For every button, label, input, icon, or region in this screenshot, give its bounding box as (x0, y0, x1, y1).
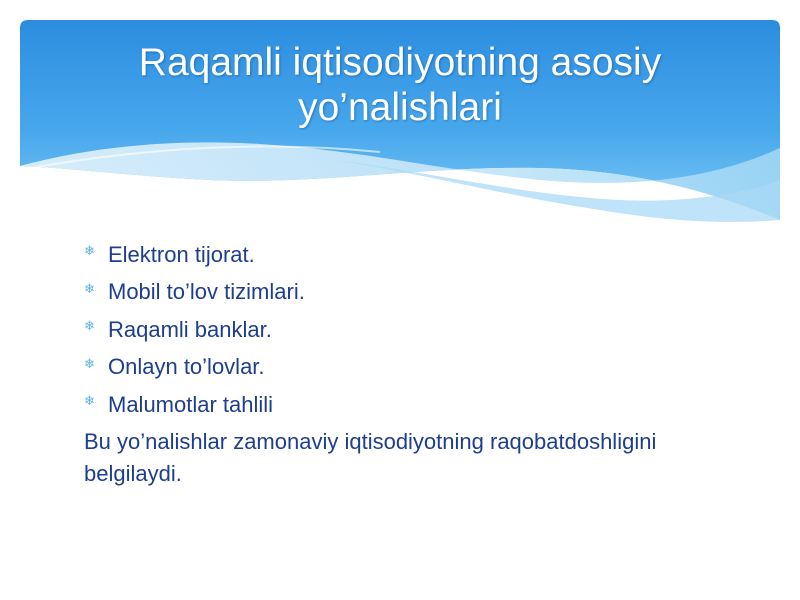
snowflake-bullet-icon: ❄ (84, 355, 95, 371)
snowflake-bullet-icon: ❄ (84, 280, 95, 296)
bullet-item (84, 274, 724, 312)
bullet-text: Malumotlar tahlili (108, 391, 274, 417)
bullet-text: Onlayn to’lovlar. (108, 354, 265, 380)
slide-title (20, 40, 780, 130)
bullet-list (84, 236, 724, 424)
snowflake-bullet-icon: ❄ (84, 393, 95, 409)
snowflake-bullet-icon: ❄ (84, 243, 95, 259)
bullet-text: Elektron tijorat. (108, 241, 255, 267)
slide-title-line-1: Raqamli iqtisodiyotning asosiy (138, 41, 662, 84)
slide-title-line-2: yo’nalishlari (298, 86, 502, 129)
slide-content (84, 236, 724, 490)
bullet-item (84, 349, 724, 387)
bullet-item (84, 311, 724, 349)
bullet-item (84, 386, 724, 424)
snowflake-bullet-icon: ❄ (84, 318, 95, 334)
bullet-text: Raqamli banklar. (108, 316, 272, 342)
bullet-item (84, 236, 724, 274)
bullet-text: Mobil to’lov tizimlari. (108, 279, 305, 305)
summary-paragraph: Bu yo’nalishlar zamonaviy iqtisodiyotning raqobatdoshligini belgilaydi. (84, 428, 657, 486)
